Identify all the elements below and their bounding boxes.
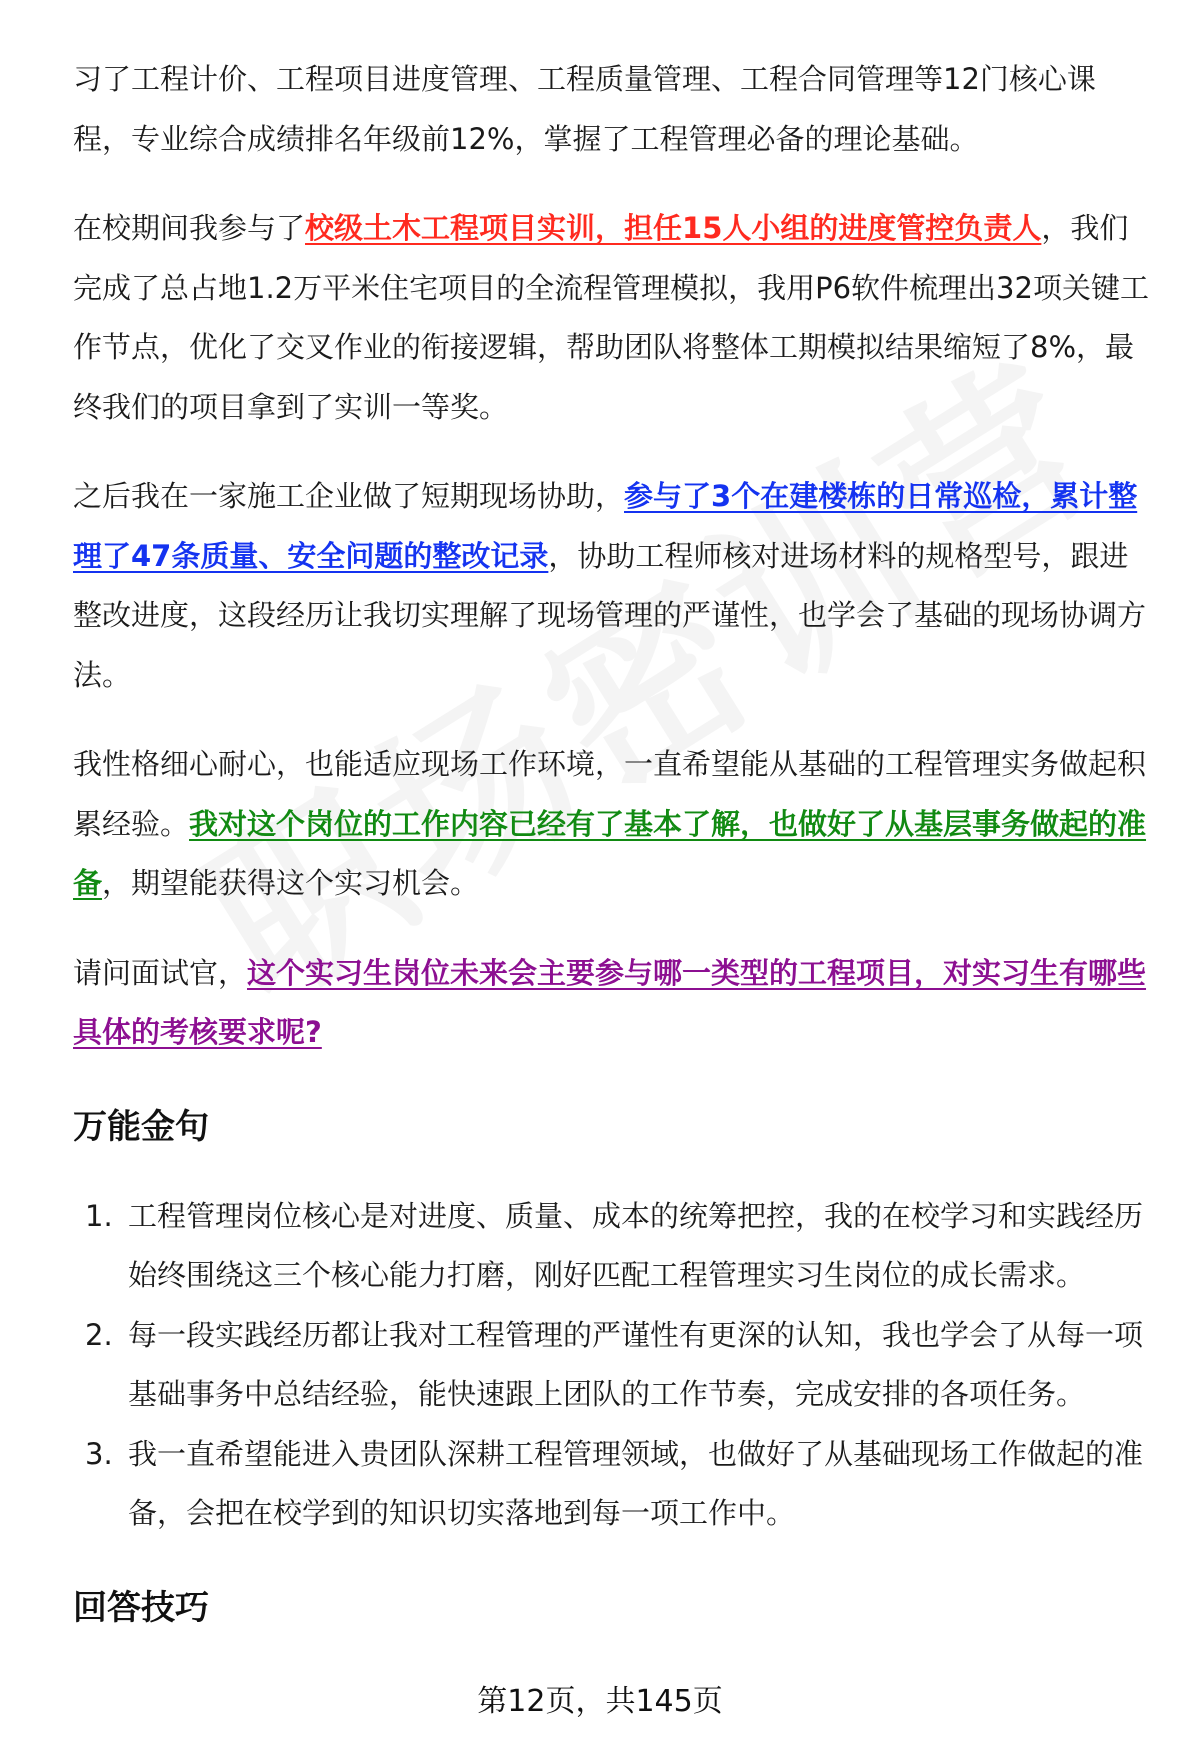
section-heading-golden-sentences: 万能金句 xyxy=(73,1106,209,1147)
paragraph-text: 习了工程计价、工程项目进度管理、工程质量管理、工程合同管理等12门核心课程，专业综合成绩排名年级前12%，掌握了工程管理必备的理论基础。 xyxy=(73,62,1096,156)
paragraph-text: ，协助工程师核对进场材料的规格型号，跟进整改进度，这段经历让我切实理解了现场管理的严谨性，也学会了基础的现场协调方法。 xyxy=(73,538,1147,692)
list-item xyxy=(73,1306,1153,1425)
paragraph-text: 请问面试官， xyxy=(73,955,248,990)
list-item-text: 我一直希望能进入贵团队深耕工程管理领域，也做好了从基础现场工作做起的准备，会把在校学到的知识切实落地到每一项工作中。 xyxy=(128,1436,1144,1530)
paragraph-site-experience xyxy=(73,467,1153,705)
highlight-green: 我对这个岗位的工作内容已经有了基本了解，也做好了从基层事务做起的准备 xyxy=(73,806,1147,900)
paragraph-text: 之后我在一家施工企业做了短期现场协助， xyxy=(73,479,625,513)
highlight-blue: 参与了3个在建楼栋的日常巡检，累计整理了47条质量、安全问题的整改记录 xyxy=(73,479,1138,573)
paragraph-training-project xyxy=(73,199,1153,437)
page-number: 第12页，共145页 xyxy=(477,1684,723,1719)
list-number: 2. xyxy=(85,1317,113,1352)
list-number: 3. xyxy=(85,1436,113,1471)
list-number: 1. xyxy=(85,1198,113,1233)
section-heading-answer-tips: 回答技巧 xyxy=(73,1587,209,1628)
list-item xyxy=(73,1187,1153,1306)
list-item-text: 工程管理岗位核心是对进度、质量、成本的统筹把控，我的在校学习和实践经历始终围绕这三个核心能力打磨，刚好匹配工程管理实习生岗位的成长需求。 xyxy=(128,1198,1144,1292)
paragraph-personality xyxy=(73,735,1153,914)
paragraph-question xyxy=(73,944,1153,1063)
list-item xyxy=(73,1425,1153,1544)
paragraph-text: ，我们完成了总占地1.2万平米住宅项目的全流程管理模拟，我用P6软件梳理出32项关键工作节点，优化了交叉作业的衔接逻辑，帮助团队将整体工期模拟结果缩短了8%，最终我们的项目拿到了实训一等奖。 xyxy=(73,211,1149,424)
list-item-text: 每一段实践经历都让我对工程管理的严谨性有更深的认知，我也学会了从每一项基础事务中总结经验，能快速跟上团队的工作节奏，完成安排的各项任务。 xyxy=(128,1317,1144,1411)
highlight-red: 校级土木工程项目实训，担任15人小组的进度管控负责人 xyxy=(305,211,1042,245)
paragraph-text: ，期望能获得这个实习机会。 xyxy=(102,866,480,900)
page-content xyxy=(73,50,1153,1668)
paragraph-text: 在校期间我参与了 xyxy=(73,211,306,245)
paragraph-text: 我性格细心耐心，也能适应现场工作环境，一直希望能从基础的工程管理实务做起积累经验。 xyxy=(73,747,1147,841)
paragraph-coursework xyxy=(73,50,1153,169)
golden-sentences-list xyxy=(73,1187,1153,1544)
highlight-purple: 这个实习生岗位未来会主要参与哪一类型的工程项目，对实习生有哪些具体的考核要求呢? xyxy=(73,955,1147,1049)
